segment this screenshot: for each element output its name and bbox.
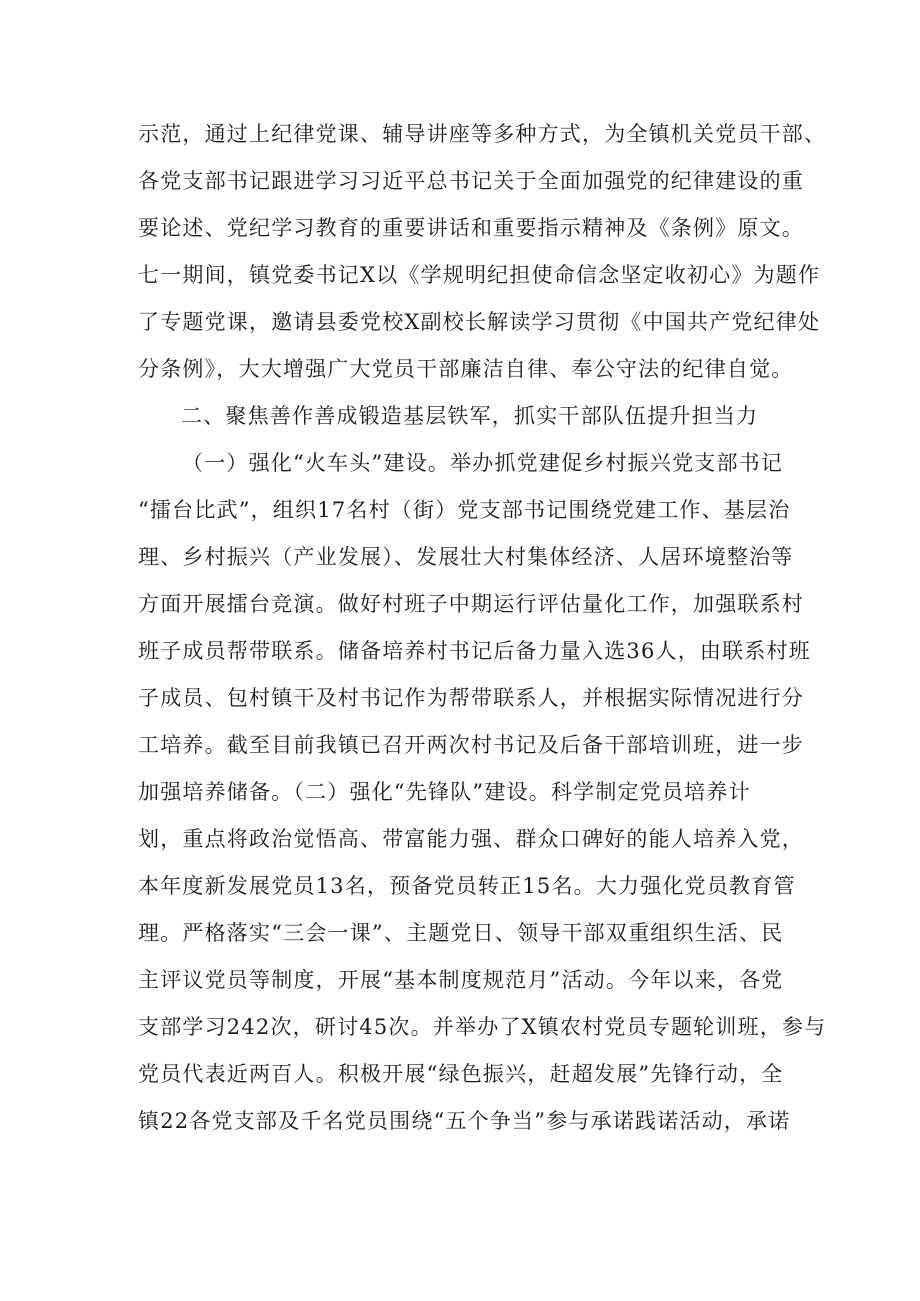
text-line: “擂台比武”，组织17名村（街）党支部书记围绕党建工作、基层治 (138, 498, 791, 522)
text-line: 要论述、党纪学习教育的重要讲话和重要指示精神及《条例》原文。 (138, 216, 804, 240)
text-line: 班子成员帮带联系。储备培养村书记后备力量入选36人，由联系村班 (138, 639, 811, 663)
text-line: 了专题党课，邀请县委党校X副校长解读学习贯彻《中国共产党纪律处 (138, 310, 821, 334)
text-line: 工培养。截至目前我镇已召开两次村书记及后备干部培训班，进一步 (138, 733, 804, 757)
text-line: 支部学习242次，研讨45次。并举办了X镇农村党员专题轮训班，参与 (138, 1015, 827, 1039)
text-line: 分条例》，大大增强广大党员干部廉洁自律、奉公守法的纪律自觉。 (138, 357, 794, 381)
text-line: 七一期间，镇党委书记X以《学规明纪担使命信念坚定收初心》为题作 (138, 263, 821, 287)
text-line: 镇22各党支部及千名党员围绕“五个争当”参与承诺践诺活动，承诺 (138, 1109, 791, 1133)
text-line: 方面开展擂台竞演。做好村班子中期运行评估量化工作，加强联系村 (138, 592, 804, 616)
text-line: 本年度新发展党员13名，预备党员转正15名。大力强化党员教育管 (138, 874, 796, 898)
text-line: 主评议党员等制度，开展“基本制度规范月”活动。今年以来，各党 (138, 968, 784, 992)
section-heading: 二、聚焦善作善成锻造基层铁军，抓实干部队伍提升担当力 (181, 404, 759, 428)
text-line: 各党支部书记跟进学习习近平总书记关于全面加强党的纪律建设的重 (138, 169, 804, 193)
text-line: 划，重点将政治觉悟高、带富能力强、群众口碑好的能人培养入党， (138, 827, 804, 851)
text-line: 理、乡村振兴（产业发展）、发展壮大村集体经济、人居环境整治等 (138, 545, 794, 569)
text-line: 理。严格落实“三会一课”、主题党日、领导干部双重组织生活、民 (138, 921, 784, 945)
text-line: 示范，通过上纪律党课、辅导讲座等多种方式，为全镇机关党员干部、 (138, 122, 827, 146)
text-line: 子成员、包村镇干及村书记作为帮带联系人，并根据实际情况进行分 (138, 686, 804, 710)
text-line: 党员代表近两百人。积极开展“绿色振兴，赶超发展”先锋行动，全 (138, 1062, 784, 1086)
text-line: 加强培养储备。（二）强化“先锋队”建设。科学制定党员培养计 (138, 780, 751, 804)
text-line: （一）强化“火车头”建设。举办抓党建促乡村振兴党支部书记 (182, 451, 784, 475)
